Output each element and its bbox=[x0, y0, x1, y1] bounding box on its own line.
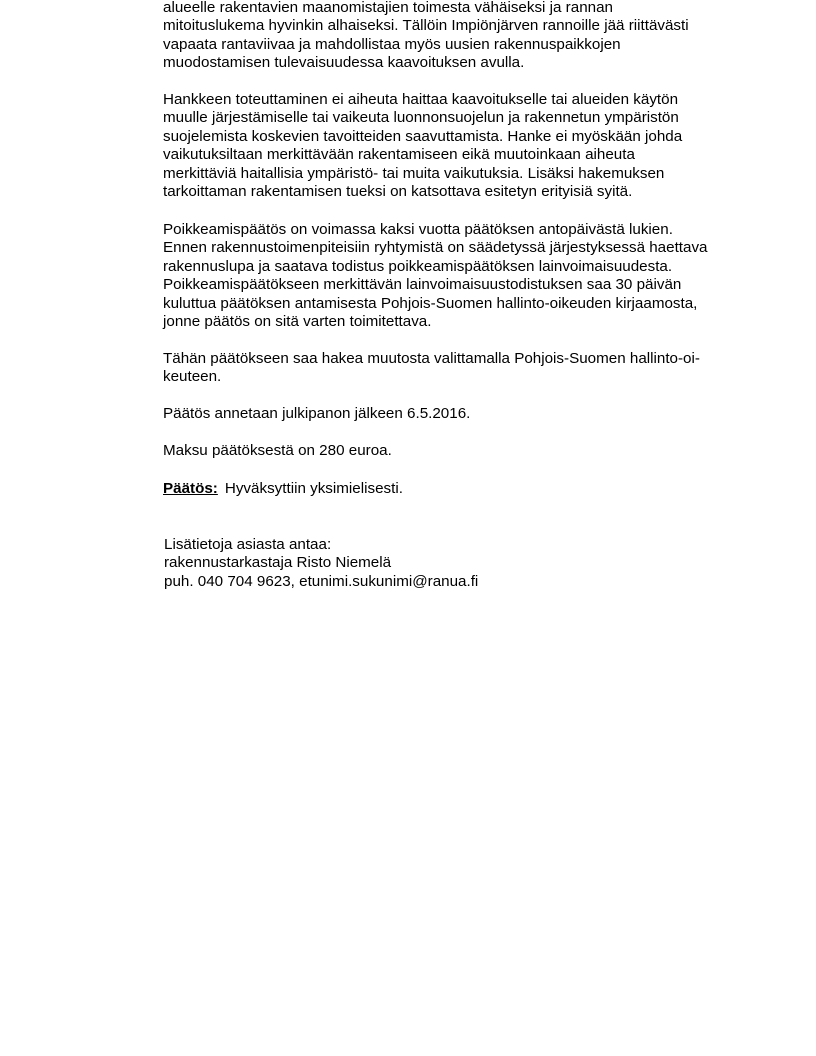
publication-note bbox=[163, 405, 763, 423]
decision-label: Päätös: bbox=[163, 480, 218, 497]
paragraph-impact bbox=[163, 91, 763, 201]
text-line: Hankkeen toteuttaminen ei aiheuta haittaa kaavoitukselle tai alueiden käytön bbox=[163, 91, 679, 108]
paragraph-validity bbox=[163, 221, 763, 331]
text-line: Poikkeamispäätökseen merkittävän lainvoimaisuustodistuksen saa 30 päivän bbox=[163, 276, 682, 294]
fee-note bbox=[163, 442, 763, 460]
text-line: Ennen rakennustoimenpiteisiin ryhtymistä on säädetyssä järjestyksessä haettava bbox=[163, 239, 708, 257]
text-line: rakennuslupa ja saatava todistus poikkeamispäätöksen lainvoimaisuudesta. bbox=[163, 257, 673, 275]
text-line: alueelle rakentavien maanomistajien toimesta vähäiseksi ja rannan bbox=[163, 0, 613, 16]
text-line: tarkoittaman rakentamisen tueksi on katsottava esitetyn erityisiä syitä. bbox=[163, 182, 633, 200]
text-line: muulle järjestämiselle tai vaikeuta luonnonsuojelun ja rakennetun ympäristön bbox=[163, 109, 679, 127]
paragraph-shoreline bbox=[163, 0, 763, 73]
text-line: mitoituslukema hyvinkin alhaiseksi. Tällöin Impiönjärven rannoille jää riittävästi bbox=[163, 17, 689, 35]
decision-line bbox=[163, 480, 763, 498]
text-line: vaikutuksiltaan merkittävään rakentamiseen eikä muutoinkaan aiheuta bbox=[163, 146, 635, 164]
publication-text: Päätös annetaan julkipanon jälkeen 6.5.2016. bbox=[163, 405, 471, 422]
contact-person: rakennustarkastaja Risto Niemelä bbox=[164, 554, 392, 572]
text-line: muodostamisen tulevaisuudessa kaavoituksen avulla. bbox=[163, 54, 525, 72]
text-line: kuluttua päätöksen antamisesta Pohjois-Suomen hallinto-oikeuden kirjaamosta, bbox=[163, 294, 698, 312]
contact-heading: Lisätietoja asiasta antaa: bbox=[164, 536, 332, 553]
text-line: keuteen. bbox=[163, 368, 222, 386]
text-line: Tähän päätökseen saa hakea muutosta valittamalla Pohjois-Suomen hallinto-oi- bbox=[163, 350, 700, 367]
text-line: suojelemista koskevien tavoitteiden saavuttamista. Hanke ei myöskään johda bbox=[163, 127, 683, 145]
text-line: Poikkeamispäätös on voimassa kaksi vuotta päätöksen antopäivästä lukien. bbox=[163, 221, 673, 238]
contact-phone-email: puh. 040 704 9623, etunimi.sukunimi@ranua.fi bbox=[164, 572, 479, 590]
fee-text: Maksu päätöksestä on 280 euroa. bbox=[163, 442, 392, 459]
decision-row bbox=[163, 480, 763, 498]
text-line: jonne päätös on sitä varten toimitettava. bbox=[163, 312, 432, 330]
text-line: vapaata rantaviivaa ja mahdollistaa myös uusien rakennuspaikkojen bbox=[163, 35, 621, 53]
paragraph-appeal bbox=[163, 350, 763, 387]
text-line: merkittäviä haitallisia ympäristö- tai muita vaikutuksia. Lisäksi hakemuksen bbox=[163, 164, 665, 182]
decision-text: Hyväksyttiin yksimielisesti. bbox=[224, 480, 403, 497]
contact-info bbox=[164, 536, 764, 591]
